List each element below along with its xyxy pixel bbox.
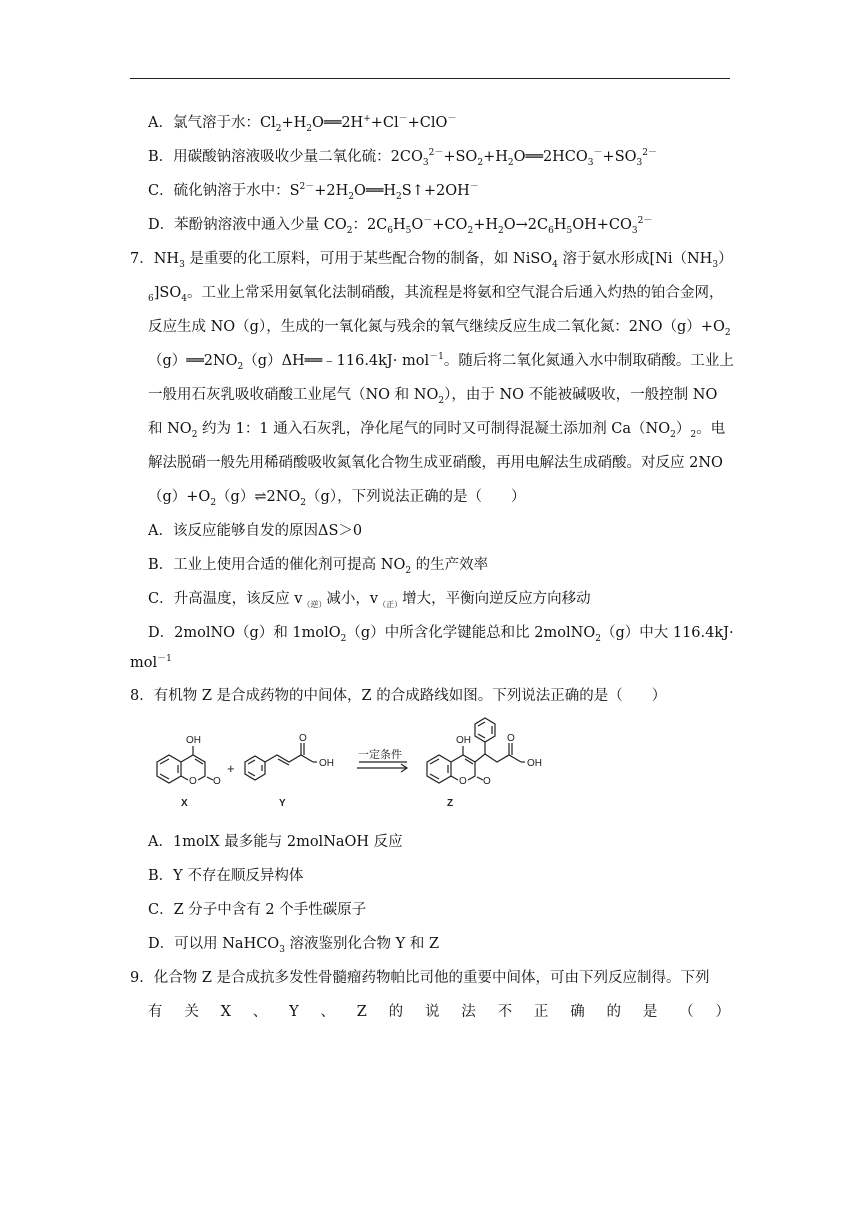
q8-option-a: A．1molX 最多能与 2molNaOH 反应 (148, 834, 403, 850)
z-ring-o-label: O (459, 776, 467, 787)
header-rule (130, 78, 730, 79)
q7-option-d: D．2molNO（g）和 1molO$_2$（g）中所含化学键能总和比 2molNO$_2$（g）中大 116.4kJ· (148, 625, 734, 644)
q7-stem-line-1: 7．$NH_3$ 是重要的化工原料，可用于某些配合物的制备，如 NiSO$_4$ 溶于氨水形成[$Ni(NH_3)$ (130, 251, 733, 270)
z-oh-label: OH (456, 735, 471, 746)
q7-stem-line-7: 解法脱硝一般先用稀硝酸吸收氮氧化合物生成亚硝酸，再用电解法生成硝酸。对反应 2NO (148, 455, 723, 471)
x-oh-label: OH (186, 735, 201, 746)
q8-reaction-scheme (145, 708, 565, 828)
q7-stem-line-3: 反应生成 NO（g），生成的一氧化氮与残余的氧气继续反应生成二氧化氮：$2NO(g)+O_2$ (148, 319, 731, 338)
q7-stem-line-5: 一般用石灰乳吸收硝酸工业尾气（NO 和 $NO_2$），由于 NO 不能被碱吸收，一般控制 NO (148, 387, 718, 406)
q7-stem-line-4: $(g)══2NO_2(g)\Delta H══﹣116.4kJ\cdot mol^{-1}$。随后将二氧化氮通入水中制取硝酸。工业上 (148, 352, 734, 372)
q6-option-d: D．苯酚钠溶液中通入少量 $CO_2$：$2C_6H_5O^-+CO_2+H_2O\to 2C_6H_5OH+CO_3^{2-}$ (148, 216, 653, 236)
z-acid-o-label: O (507, 733, 515, 744)
q6-option-c: C．硫化钠溶于水中：$S^{2-}+2H_2O══H_2S↑+2OH^-$ (148, 182, 479, 202)
q7-option-b: B．工业上使用合适的催化剂可提高 $NO_2$ 的生产效率 (148, 557, 489, 576)
x-ring-o-label: O (189, 776, 197, 787)
label-z: Z (447, 798, 454, 809)
q7-option-c: C．升高温度，该反应 $v_{(逆)}$减小，$v_{(正)}$增大，平衡向逆反应方向移动 (148, 591, 591, 609)
q6-option-a: A．氯气溶于水：$Cl_2+H_2O══2H^++Cl^-+ClO^-$ (148, 114, 457, 134)
label-y: Y (279, 798, 286, 809)
q7-stem-line-6: 和 $NO_2$ 约为 1：1 通入石灰乳，净化尾气的同时又可制得混凝土添加剂 $Ca(NO_2)_2$。电 (148, 421, 726, 440)
q8-stem: 8．有机物 Z 是合成药物的中间体，Z 的合成路线如图。下列说法正确的是（ ） (130, 688, 667, 704)
q8-option-d: D．可以用 NaHCO$_3$ 溶液鉴别化合物 Y 和 Z (148, 936, 440, 955)
plus-sign: + (227, 761, 235, 776)
reaction-condition: 一定条件 (358, 749, 402, 761)
x-carbonyl-o-label: O (213, 776, 221, 787)
q7-stem-line-8: $(g)+O_2(g)\rightleftharpoons 2NO_2(g)$，下列说法正确的是（ ） (148, 489, 526, 508)
q7-option-a: A．该反应能够自发的原因ΔS＞0 (148, 523, 363, 539)
z-carbonyl-o-label: O (483, 776, 491, 787)
z-acid-oh-label: OH (527, 758, 542, 769)
q9-stem-line-2: 有 关 X 、 Y 、 Z 的 说 法 不 正 确 的 是 （ ） (148, 1004, 730, 1020)
q8-option-b: B．Y 不存在顺反异构体 (148, 868, 304, 884)
y-oh-label: OH (319, 758, 334, 769)
label-x: X (181, 798, 188, 809)
q7-stem-line-2: $_6]SO_4$。工业上常采用氨氧化法制硝酸，其流程是将氨和空气混合后通入灼热的铂合金网， (148, 285, 724, 304)
q8-option-c: C．Z 分子中含有 2 个手性碳原子 (148, 902, 367, 918)
q9-stem-line-1: 9．化合物 Z 是合成抗多发性骨髓瘤药物帕比司他的重要中间体，可由下列反应制得。下列 (130, 970, 710, 986)
q6-option-b: B．用碳酸钠溶液吸收少量二氧化硫：$2CO_3^{2-}+SO_2+H_2O══2HCO_3^-+SO_3^{2-}$ (148, 148, 657, 168)
q7-option-d-cont: mol$^{-1}$ (130, 654, 172, 671)
y-o-label: O (299, 733, 307, 744)
